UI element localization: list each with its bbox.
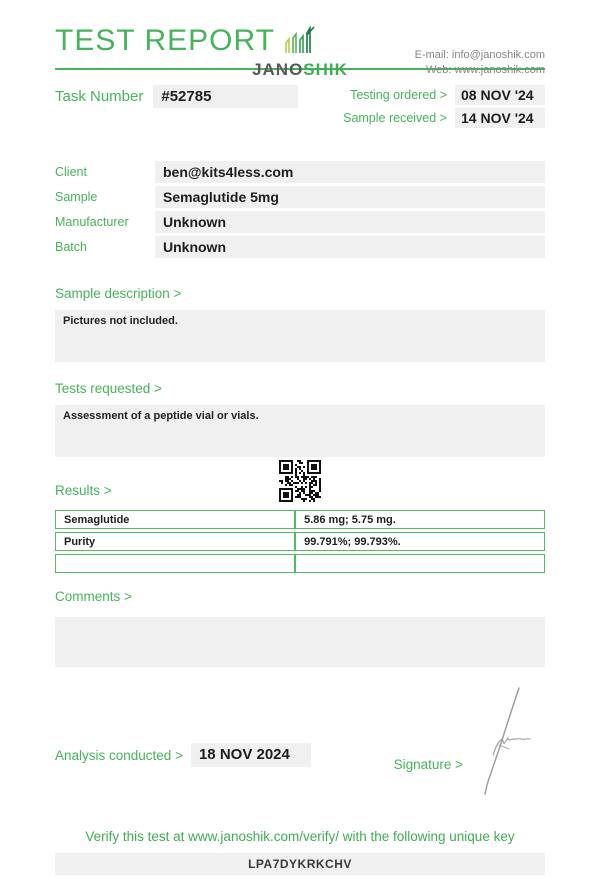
sample-info-section bbox=[55, 161, 545, 258]
testing-ordered-value: 08 NOV '24 bbox=[455, 85, 545, 105]
result-value: 5.86 mg; 5.75 mg. bbox=[295, 510, 545, 529]
sample-description-heading: Sample description > bbox=[55, 286, 182, 301]
results-heading: Results > bbox=[55, 483, 112, 498]
task-number-value: #52785 bbox=[153, 85, 298, 108]
janoshik-logo bbox=[245, 26, 355, 80]
analysis-conducted-date: 18 NOV 2024 bbox=[191, 743, 311, 767]
batch-label: Batch bbox=[55, 240, 87, 254]
sample-value: Semaglutide 5mg bbox=[155, 186, 545, 208]
result-name bbox=[55, 554, 295, 573]
sample-description-box: Pictures not included. bbox=[55, 310, 545, 362]
signature-label: Signature > bbox=[393, 757, 463, 772]
client-value: ben@kits4less.com bbox=[155, 161, 545, 183]
client-row bbox=[55, 161, 545, 183]
testing-ordered-label: Testing ordered > bbox=[350, 88, 447, 102]
sample-label: Sample bbox=[55, 190, 98, 204]
tests-requested-box: Assessment of a peptide vial or vials. bbox=[55, 405, 545, 457]
logo-text-secondary: SHIK bbox=[303, 60, 348, 79]
batch-value: Unknown bbox=[155, 236, 545, 258]
result-name: Purity bbox=[55, 532, 295, 551]
analysis-conducted-label: Analysis conducted > bbox=[55, 747, 183, 763]
table-row bbox=[55, 510, 545, 529]
results-table bbox=[55, 507, 545, 576]
bottom-row bbox=[55, 715, 545, 795]
contact-web: Web: www.janoshik.com bbox=[425, 63, 545, 76]
tests-requested-heading: Tests requested > bbox=[55, 381, 162, 396]
contact-email: E-mail: info@janoshik.com bbox=[414, 49, 545, 61]
testing-ordered-row bbox=[343, 85, 545, 105]
verify-instruction: Verify this test at www.janoshik.com/verify/ with the following unique key bbox=[85, 829, 515, 844]
signature-block bbox=[394, 685, 535, 797]
qr-code bbox=[279, 460, 321, 502]
result-name: Semaglutide bbox=[55, 510, 295, 529]
result-value: 99.791%; 99.793%. bbox=[295, 532, 545, 551]
analysis-conducted-row bbox=[55, 743, 311, 767]
sample-received-row bbox=[343, 108, 545, 128]
task-section bbox=[55, 85, 545, 128]
contact-info bbox=[415, 48, 545, 78]
comments-heading: Comments > bbox=[55, 589, 132, 604]
logo-text-primary: JANO bbox=[252, 60, 304, 79]
task-number-row bbox=[55, 85, 298, 108]
table-row bbox=[55, 532, 545, 551]
sample-received-label: Sample received > bbox=[343, 111, 447, 125]
dates-block bbox=[343, 85, 545, 128]
results-heading-row bbox=[55, 472, 545, 500]
client-label: Client bbox=[55, 165, 87, 179]
batch-row bbox=[55, 236, 545, 258]
manufacturer-row bbox=[55, 211, 545, 233]
table-row bbox=[55, 554, 545, 573]
sample-row bbox=[55, 186, 545, 208]
manufacturer-value: Unknown bbox=[155, 211, 545, 233]
result-value bbox=[295, 554, 545, 573]
comments-box bbox=[55, 617, 545, 667]
manufacturer-label: Manufacturer bbox=[55, 215, 129, 229]
page-title: TEST REPORT bbox=[55, 24, 275, 57]
unique-key: LPA7DYKRKCHV bbox=[55, 853, 545, 875]
logo-chart-icon bbox=[280, 26, 320, 54]
report-header bbox=[55, 0, 545, 79]
sample-received-value: 14 NOV '24 bbox=[455, 108, 545, 128]
logo-wordmark bbox=[245, 60, 355, 80]
task-number-label: Task Number bbox=[55, 88, 144, 105]
signature-image bbox=[475, 685, 535, 797]
